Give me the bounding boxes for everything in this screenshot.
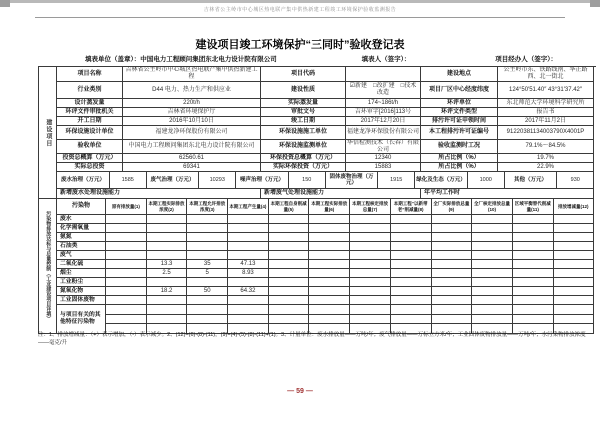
pollutant-value	[269, 296, 310, 305]
pollutant-value	[472, 315, 513, 325]
pollutant-value	[472, 296, 513, 305]
pollutant-value	[309, 224, 350, 233]
pollutant-value	[106, 233, 147, 242]
field-value: 报告书	[498, 108, 594, 117]
pollutant-metric-header: 原有排放量(1)	[106, 199, 147, 215]
pollutant-value	[432, 287, 473, 296]
pollutant-value	[432, 260, 473, 269]
pollutant-value	[147, 215, 188, 224]
page-number: — 59 —	[287, 388, 313, 395]
pollutant-value: 50	[187, 287, 228, 296]
field-label: 所占比例（%）	[421, 154, 498, 163]
investment-label: 废水治理（万元）	[57, 172, 110, 189]
field-value: 中国电力工程顾问集团东北电力设计院有限公司	[123, 140, 261, 154]
page-title: 建设项目竣工环境保护“三同时”验收登记表	[195, 39, 405, 51]
section-label-construction-project: 建设项目	[39, 67, 57, 199]
pollutant-value	[309, 251, 350, 260]
investment-value: 10293	[199, 172, 236, 189]
field-label: 项目名称	[57, 67, 123, 82]
field-label: 建设性质	[261, 82, 346, 99]
field-value: 15883	[346, 163, 421, 172]
pollutant-value	[472, 287, 513, 296]
pollutant-value	[432, 296, 473, 305]
field-label: 开工日期	[57, 117, 123, 126]
field-label: 项目代码	[261, 67, 346, 82]
pollutant-value	[391, 269, 432, 278]
pollutant-value	[391, 242, 432, 251]
pollutant-value	[391, 287, 432, 296]
pollutant-value	[147, 305, 188, 315]
field-label: 验收单位	[57, 140, 123, 154]
pollutant-value	[513, 251, 554, 260]
pollutant-value	[187, 305, 228, 315]
field-label: 投资总概算（万元）	[57, 154, 123, 163]
fill-unit-label: 填表单位（盖章）：	[85, 56, 141, 63]
new-capacity-label: 新增废气处理设施能力	[261, 189, 421, 199]
pollutant-value	[554, 224, 594, 233]
pollutant-value	[432, 305, 473, 315]
pollutant-metric-header: 本期工程核定排放总量(7)	[350, 199, 391, 215]
form-meta-line	[85, 54, 557, 63]
pollutant-value	[309, 287, 350, 296]
field-value: 2016年10月10日	[123, 117, 261, 126]
pollutant-value	[309, 242, 350, 251]
field-value: 69341	[123, 163, 261, 172]
page-top-edge	[0, 0, 600, 3]
field-label: 实际总投资	[57, 163, 123, 172]
investment-label: 废气治理（万元）	[147, 172, 200, 189]
field-label: 设计蒸发量	[57, 99, 123, 108]
filler-signature-label: 填表人（签字）：	[361, 56, 411, 63]
pollutant-value	[513, 305, 554, 315]
pollutant-value	[513, 315, 554, 325]
pollutant-value: 13.3	[147, 260, 188, 269]
pollutant-value	[350, 278, 391, 287]
pollutant-name: 化学需氧量	[57, 224, 106, 233]
pollutant-value	[554, 251, 594, 260]
pollutant-value: 5	[187, 269, 228, 278]
pollutant-value	[187, 242, 228, 251]
pollutant-value	[228, 296, 269, 305]
registration-table	[38, 66, 596, 334]
pollutant-value	[147, 251, 188, 260]
pollutant-value	[432, 269, 473, 278]
pollutant-value	[106, 260, 147, 269]
pollutant-metric-header: 区域平衡替代削减量(11)	[513, 199, 554, 215]
field-label: 排污许可证申领时间	[421, 117, 498, 126]
pollutant-value	[106, 315, 147, 325]
pollutant-value	[391, 305, 432, 315]
pollutant-value	[309, 305, 350, 315]
pollutant-value	[391, 315, 432, 325]
field-value: 吉林省环境保护厅	[123, 108, 261, 117]
field-value: D44 电力、热力生产和供应业	[123, 82, 261, 99]
pollutant-value	[513, 215, 554, 224]
pollutant-value	[106, 278, 147, 287]
pollutant-value	[472, 233, 513, 242]
pollutant-value	[472, 251, 513, 260]
section-label-pollutant-control: 污染物排放达标与总量控制（工业建设项目详填）	[39, 199, 57, 334]
pollutant-value	[228, 224, 269, 233]
field-label: 环保设施施工单位	[261, 126, 346, 140]
pollutant-value	[106, 269, 147, 278]
field-value: 174~186t/h	[346, 99, 421, 108]
pollutant-value	[269, 215, 310, 224]
pollutant-value	[309, 296, 350, 305]
field-value: 华信检测技术（长春）有限公司	[347, 140, 420, 153]
pollutant-value	[472, 305, 513, 315]
pollutant-value	[513, 242, 554, 251]
pollutant-value	[350, 260, 391, 269]
project-info-grid	[39, 67, 594, 199]
field-value: 12340	[346, 154, 421, 163]
pollutant-value	[513, 233, 554, 242]
field-value: 东北师范大学环境科学研究所	[498, 99, 594, 108]
pollutant-metric-header: 本期工程“以新带老”削减量(8)	[391, 199, 432, 215]
pollutant-value	[228, 251, 269, 260]
pollutant-value	[187, 215, 228, 224]
field-label: 所占比例（%）	[421, 163, 498, 172]
pollutant-metric-header: 全厂实际排放总量(9)	[432, 199, 473, 215]
field-label: 环保设施监测单位	[261, 140, 346, 154]
pollutant-value	[269, 305, 310, 315]
field-label: 环评文件审批机关	[57, 108, 123, 117]
pollutant-value	[269, 269, 310, 278]
pollutant-value	[432, 233, 473, 242]
pollutant-value	[350, 215, 391, 224]
pollutant-value	[106, 305, 147, 315]
pollutant-value	[269, 224, 310, 233]
pollutant-value	[309, 269, 350, 278]
investment-value: 1000	[468, 172, 505, 189]
investment-value: 1915	[378, 172, 415, 189]
investment-label: 其他（万元）	[505, 172, 558, 189]
field-value: 2017年12月20日	[346, 117, 421, 126]
investment-value: 150	[289, 172, 326, 189]
pollutant-value	[472, 269, 513, 278]
pollutant-value	[106, 251, 147, 260]
pollutant-value	[554, 287, 594, 296]
field-label: 项目厂区中心经度纬度	[421, 82, 498, 99]
pollutant-name: 烟尘	[57, 269, 106, 278]
new-capacity-label: 年平均工作时	[421, 189, 594, 199]
pollutant-name: 二氧化硫	[57, 260, 106, 269]
pollutant-grid	[39, 199, 594, 334]
pollutant-value: 18.2	[147, 287, 188, 296]
pollutant-name: 氮氧化物	[57, 287, 106, 296]
field-label: 环评文件类型	[421, 108, 498, 117]
field-value: 吉环审字[2016]113号	[346, 108, 421, 117]
pollutant-value	[269, 251, 310, 260]
pollutant-value	[309, 278, 350, 287]
pollutant-metric-header: 本期工程产生量(4)	[228, 199, 269, 215]
pollutant-value	[554, 296, 594, 305]
pollutant-value	[391, 260, 432, 269]
pollutant-value	[432, 215, 473, 224]
pollutant-value	[391, 296, 432, 305]
environmental-investment-row	[57, 172, 594, 189]
pollutant-value	[106, 287, 147, 296]
field-label: 竣工日期	[261, 117, 346, 126]
investment-label: 绿化及生态（万元）	[415, 172, 468, 189]
pollutant-value	[269, 278, 310, 287]
investment-value: 1585	[110, 172, 147, 189]
pollutant-value	[228, 315, 269, 325]
pollutant-value	[187, 296, 228, 305]
field-label: 本工程排污许可证编号	[421, 126, 498, 140]
pollutant-value	[472, 260, 513, 269]
field-value: 79.1%～84.5%	[498, 140, 594, 154]
pollutant-metric-header: 排放增减量(12)	[554, 199, 594, 215]
pollutant-value	[513, 224, 554, 233]
other-pollutants-label: 与项目有关的其他特征污染物	[57, 305, 106, 334]
pollutant-value	[350, 305, 391, 315]
pollutant-value	[554, 269, 594, 278]
pollutant-value	[147, 224, 188, 233]
pollutant-column-header: 污染物	[57, 199, 106, 215]
pollutant-name: 石油类	[57, 242, 106, 251]
pollutant-value	[147, 296, 188, 305]
pollutant-value	[147, 233, 188, 242]
pollutant-value	[391, 215, 432, 224]
pollutant-value	[513, 269, 554, 278]
field-label: 环评单位	[421, 99, 498, 108]
page-corner-right	[590, 0, 600, 7]
field-label: 实际环保投资（万元）	[261, 163, 346, 172]
pollutant-value	[309, 315, 350, 325]
pollutant-value	[432, 315, 473, 325]
pollutant-value	[228, 278, 269, 287]
pollutant-value	[228, 305, 269, 315]
pollutant-value	[391, 278, 432, 287]
pollutant-value	[309, 215, 350, 224]
pollutant-value	[472, 242, 513, 251]
pollutant-value: 8.93	[228, 269, 269, 278]
pollutant-value	[187, 233, 228, 242]
investment-label: 固体废物治理（万元）	[326, 172, 379, 189]
pollutant-value	[106, 242, 147, 251]
pollutant-value	[554, 233, 594, 242]
pollutant-name: 氨氮	[57, 233, 106, 242]
pollutant-name: 工业粉尘	[57, 278, 106, 287]
pollutant-value	[269, 233, 310, 242]
pollutant-value	[350, 296, 391, 305]
pollutant-value	[432, 251, 473, 260]
pollutant-value	[228, 233, 269, 242]
pollutant-value	[309, 260, 350, 269]
field-label: 行业类别	[57, 82, 123, 99]
field-value: 62560.61	[123, 154, 261, 163]
field-value	[346, 67, 421, 82]
pollutant-name: 工业固体废物	[57, 296, 106, 305]
field-label: 环保投资总概算（万元）	[261, 154, 346, 163]
pollutant-name: 废水	[57, 215, 106, 224]
pollutant-value	[147, 278, 188, 287]
pollutant-value	[350, 251, 391, 260]
pollutant-value	[269, 287, 310, 296]
pollutant-value	[554, 242, 594, 251]
pollutant-value	[350, 242, 391, 251]
pollutant-value	[187, 251, 228, 260]
footnote: 注：1、排放增减量：（+）表示增加，（-）表示减少。2、(12)=(6)-(8)-(11)，(9)=(4)-(5)-(8)-(11)+(1)。3、计量单位：废水排放量——万吨/年；废气排放量——万标立方米/年；工业固体废物排放量——万吨/年；水污染物排放浓度——毫克/升	[38, 332, 586, 347]
page-corner-left	[0, 0, 10, 7]
pollutant-value	[513, 287, 554, 296]
pollutant-value	[269, 260, 310, 269]
pollutant-value: 35	[187, 260, 228, 269]
field-value: 福建龙净环保股份有限公司	[123, 126, 261, 140]
pollutant-value	[269, 315, 310, 325]
pollutant-value	[513, 296, 554, 305]
field-value: 2017年11月2日	[498, 117, 594, 126]
pollutant-value: 2.5	[147, 269, 188, 278]
pollutant-value	[554, 260, 594, 269]
pollutant-value	[147, 315, 188, 325]
pollutant-name: 废气	[57, 251, 106, 260]
pollutant-value	[187, 278, 228, 287]
field-value: 91220381134003790X4001P	[498, 126, 594, 140]
pollutant-value: 64.32	[228, 287, 269, 296]
pollutant-value: 47.13	[228, 260, 269, 269]
fill-unit	[85, 54, 277, 63]
pollutant-value	[391, 251, 432, 260]
pollutant-metric-header: 本期工程实际排放量(6)	[309, 199, 350, 215]
field-value: 吉林省公主岭市中心城区热电联产集中供热新建工程	[123, 67, 261, 82]
field-label: 验收监测时工况	[421, 140, 498, 154]
pollutant-metric-header: 本期工程实际排放浓度(2)	[147, 199, 188, 215]
pollutant-value	[147, 242, 188, 251]
field-value: 124°50′51.40″ 43°31′37.42″	[498, 82, 594, 99]
pollutant-value	[513, 260, 554, 269]
field-label: 实际蒸发量	[261, 99, 346, 108]
pollutant-value	[228, 215, 269, 224]
pollutant-value	[391, 224, 432, 233]
pollutant-metric-header: 本期工程自身削减量(5)	[269, 199, 310, 215]
pollutant-metric-header: 本期工程允许排放浓度(3)	[187, 199, 228, 215]
field-label: 审批文号	[261, 108, 346, 117]
fill-unit-value: 中国电力工程顾问集团东北电力设计院有限公司	[140, 56, 277, 63]
field-value: 福建龙净环保股份有限公司	[346, 126, 421, 140]
pollutant-value	[472, 224, 513, 233]
pollutant-value	[391, 233, 432, 242]
pollutant-value	[472, 215, 513, 224]
pollutant-value	[432, 224, 473, 233]
new-capacity-label: 新增废水处理设施能力	[57, 189, 261, 199]
investment-value: 930	[557, 172, 594, 189]
pollutant-value	[187, 224, 228, 233]
pollutant-value	[350, 224, 391, 233]
pollutant-metric-header: 全厂核定排放总量(10)	[472, 199, 513, 215]
field-value: 220t/h	[123, 99, 261, 108]
field-label: 环保设施设计单位	[57, 126, 123, 140]
pollutant-value	[187, 315, 228, 325]
field-value: 公主岭市东、铁路线南、华正路西、北一街北	[498, 67, 594, 82]
field-value: ☑新建 □改扩建 □技术改造	[346, 82, 421, 99]
field-label: 建设地点	[421, 67, 498, 82]
pollutant-value	[350, 233, 391, 242]
investment-label: 噪声治理（万元）	[236, 172, 289, 189]
pollutant-value	[350, 315, 391, 325]
field-value: 19.7%	[498, 154, 594, 163]
pollutant-value	[350, 287, 391, 296]
pollutant-value	[554, 215, 594, 224]
pollutant-value	[554, 305, 594, 315]
field-value: 22.9%	[498, 163, 594, 172]
pollutant-value	[513, 278, 554, 287]
pollutant-value	[432, 242, 473, 251]
pollutant-value	[350, 269, 391, 278]
pollutant-value	[106, 224, 147, 233]
pollutant-value	[228, 242, 269, 251]
pollutant-value	[432, 278, 473, 287]
pollutant-value	[309, 233, 350, 242]
pollutant-value	[472, 278, 513, 287]
pollutant-value	[269, 242, 310, 251]
pollutant-value	[554, 278, 594, 287]
pollutant-value	[106, 215, 147, 224]
pollutant-value	[554, 315, 594, 325]
pollutant-value	[106, 296, 147, 305]
handler-signature-label: 项目经办人（签字）：	[495, 56, 557, 63]
running-header: 吉林省公主岭市中心城区热电联产集中供热新建工程竣工环境保护验收监测报告	[35, 6, 565, 18]
